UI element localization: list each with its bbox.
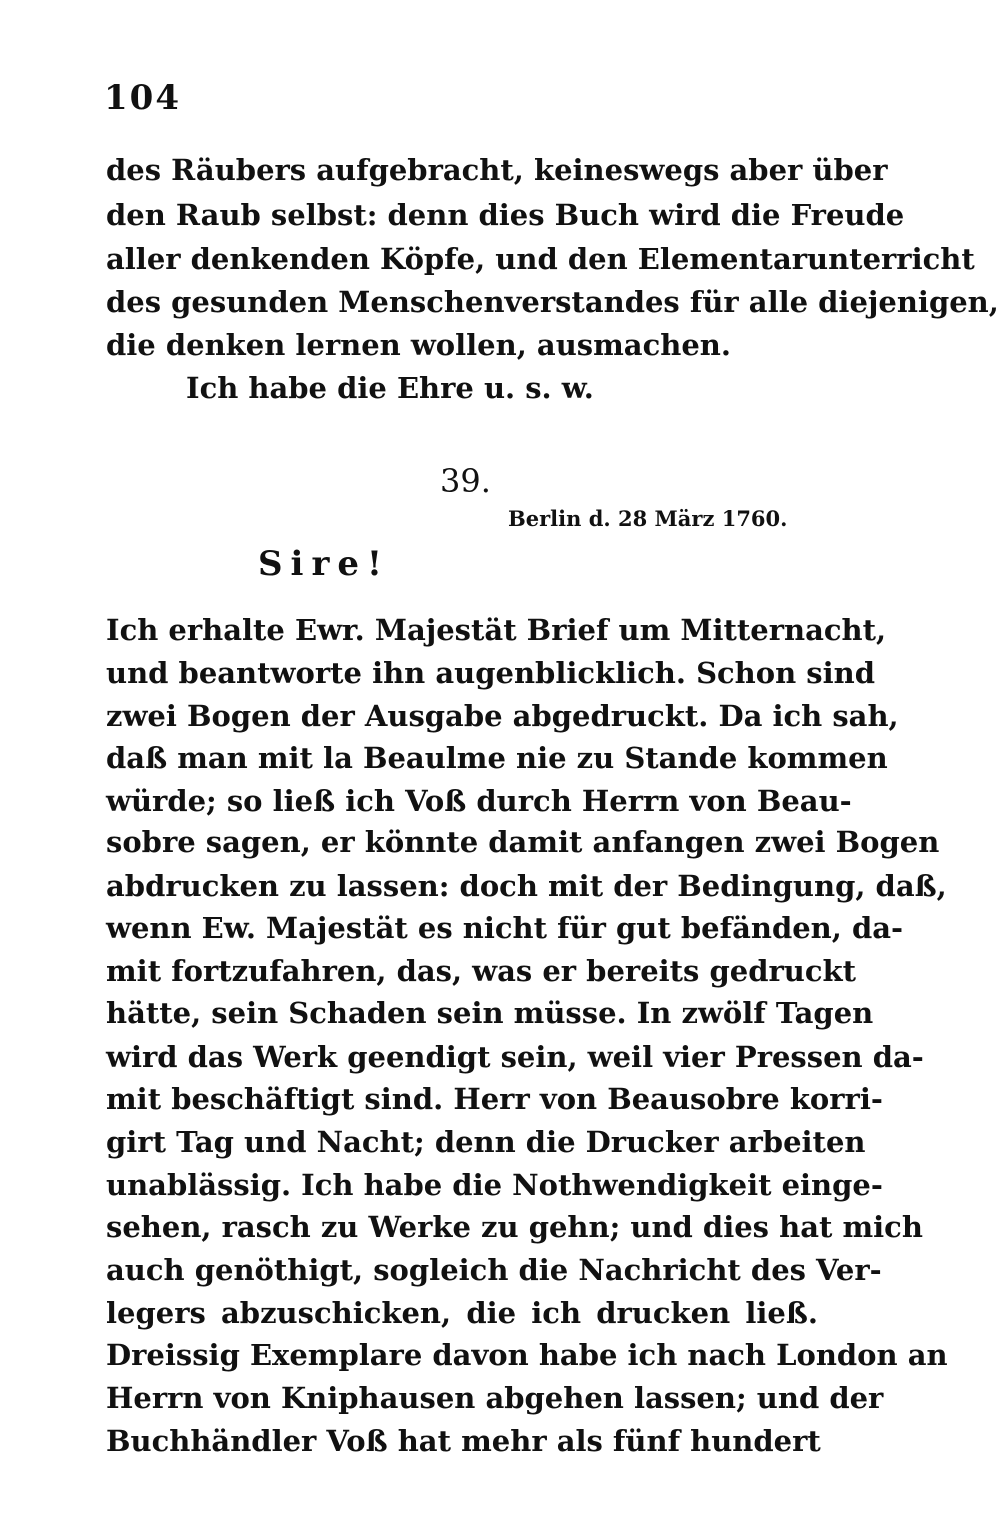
text-line: würde; so ließ ich Voß durch Herrn von Beau- bbox=[106, 784, 852, 818]
text-line: Ich erhalte Ewr. Majestät Brief um Mitternacht, bbox=[106, 613, 887, 647]
text-line: und beantworte ihn augenblicklich. Schon sind bbox=[106, 656, 875, 690]
text-line: daß man mit la Beaulme nie zu Stande kommen bbox=[106, 741, 888, 775]
text-line: Herrn von Kniphausen abgehen lassen; und der bbox=[106, 1381, 884, 1415]
text-line: auch genöthigt, sogleich die Nachricht des Ver- bbox=[106, 1253, 882, 1287]
text-line: hätte, sein Schaden sein müsse. In zwölf Tagen bbox=[106, 996, 874, 1030]
text-line: abdrucken zu lassen: doch mit der Bedingung, daß, bbox=[106, 869, 947, 903]
letter-number: 39. bbox=[440, 462, 491, 500]
text-line: aller denkenden Köpfe, und den Elementarunterricht bbox=[106, 242, 975, 276]
text-line: unablässig. Ich habe die Nothwendigkeit einge- bbox=[106, 1168, 883, 1202]
text-line: den Raub selbst: denn dies Buch wird die Freude bbox=[106, 198, 905, 232]
place-date: Berlin d. 28 März 1760. bbox=[508, 506, 788, 531]
text-line: mit fortzufahren, das, was er bereits gedruckt bbox=[106, 954, 856, 988]
text-line: mit beschäftigt sind. Herr von Beausobre korri- bbox=[106, 1082, 883, 1116]
text-line: girt Tag und Nacht; denn die Drucker arbeiten bbox=[106, 1125, 866, 1159]
text-line: Buchhändler Voß hat mehr als fünf hundert bbox=[106, 1424, 821, 1458]
text-line: wenn Ew. Majestät es nicht für gut befänden, da- bbox=[106, 911, 904, 945]
text-line: Dreissig Exemplare davon habe ich nach London an bbox=[106, 1338, 948, 1372]
text-line: sehen, rasch zu Werke zu gehn; und dies hat mich bbox=[106, 1210, 923, 1244]
text-line: wird das Werk geendigt sein, weil vier Pressen da- bbox=[106, 1040, 924, 1074]
text-line: die denken lernen wollen, ausmachen. bbox=[106, 328, 731, 362]
text-line: sobre sagen, er könnte damit anfangen zwei Bogen bbox=[106, 825, 940, 859]
text-line: des gesunden Menschenverstandes für alle diejenigen, bbox=[106, 285, 999, 319]
text-line: des Räubers aufgebracht, keineswegs aber über bbox=[106, 153, 888, 187]
closing-formula: Ich habe die Ehre u. s. w. bbox=[186, 371, 594, 405]
page-number: 104 bbox=[104, 78, 181, 118]
text-line: zwei Bogen der Ausgabe abgedruckt. Da ich sah, bbox=[106, 699, 899, 733]
text-line: legers abzuschicken, die ich drucken ließ. bbox=[106, 1296, 818, 1330]
salutation: Sire! bbox=[258, 544, 390, 584]
